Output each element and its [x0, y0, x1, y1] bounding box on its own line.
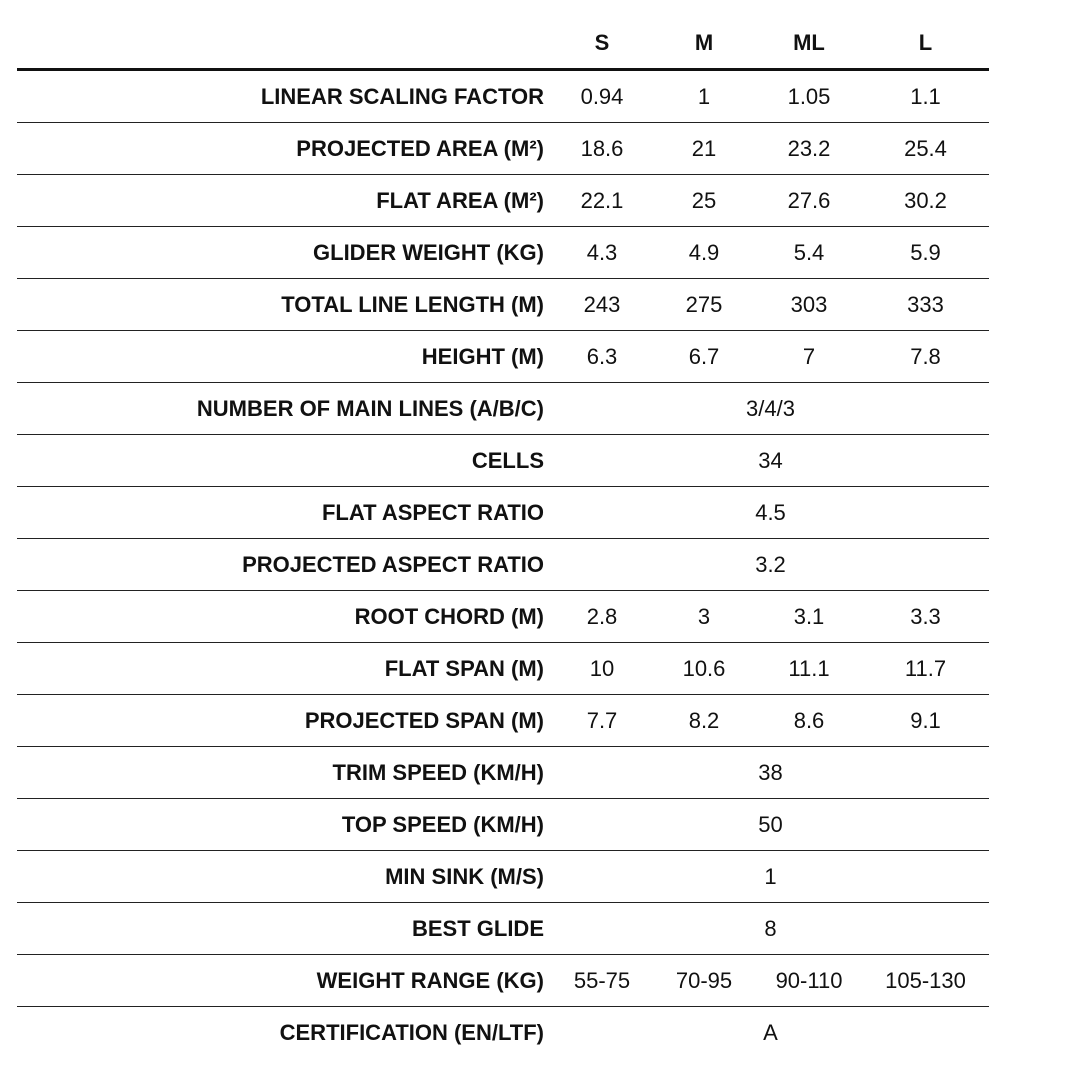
cell-value: 25.4 [862, 123, 989, 175]
table-row [17, 955, 989, 1007]
table-row [17, 435, 989, 487]
cell-value: 6.3 [552, 331, 652, 383]
table-row [17, 227, 989, 279]
cell-value: 2.8 [552, 591, 652, 643]
cell-value: 1 [652, 70, 756, 123]
table-row [17, 539, 989, 591]
cell-value: 22.1 [552, 175, 652, 227]
table-row [17, 747, 989, 799]
cell-value: 7.7 [552, 695, 652, 747]
table-row [17, 799, 989, 851]
cell-value: 303 [756, 279, 862, 331]
row-label: BEST GLIDE [17, 903, 552, 955]
cell-value: 0.94 [552, 70, 652, 123]
cell-value: 1.1 [862, 70, 989, 123]
cell-value: 5.9 [862, 227, 989, 279]
table-row [17, 643, 989, 695]
cell-value: 30.2 [862, 175, 989, 227]
cell-value-shared: 50 [552, 799, 989, 851]
table-row [17, 591, 989, 643]
row-label: FLAT AREA (M²) [17, 175, 552, 227]
cell-value: 21 [652, 123, 756, 175]
table-header-row [17, 18, 989, 70]
row-label: PROJECTED ASPECT RATIO [17, 539, 552, 591]
cell-value: 70-95 [652, 955, 756, 1007]
cell-value: 3 [652, 591, 756, 643]
row-label: FLAT SPAN (M) [17, 643, 552, 695]
header-size-s: S [552, 18, 652, 70]
table-row [17, 70, 989, 123]
row-label: CELLS [17, 435, 552, 487]
table-row [17, 331, 989, 383]
header-size-ml: ML [756, 18, 862, 70]
cell-value: 4.3 [552, 227, 652, 279]
row-label: CERTIFICATION (EN/LTF) [279, 1019, 544, 1045]
header-size-l: L [862, 18, 989, 70]
row-label: PROJECTED AREA (M²) [17, 123, 552, 175]
table-body [17, 70, 989, 1059]
cell-value-shared: 1 [552, 851, 989, 903]
row-label: HEIGHT (M) [17, 331, 552, 383]
cell-value-shared: 4.5 [552, 487, 989, 539]
cell-value: 275 [652, 279, 756, 331]
cell-value: 25 [652, 175, 756, 227]
row-label: NUMBER OF MAIN LINES (A/B/C) [17, 383, 552, 435]
cell-value: 11.7 [862, 643, 989, 695]
cell-value: 8.6 [756, 695, 862, 747]
table-row [17, 695, 989, 747]
cell-value: 27.6 [756, 175, 862, 227]
spec-table [17, 18, 989, 1058]
cell-value: 3.1 [756, 591, 862, 643]
cell-value: 7 [756, 331, 862, 383]
table-row [17, 123, 989, 175]
cell-value: 6.7 [652, 331, 756, 383]
cell-value: 3.3 [862, 591, 989, 643]
cell-value: 105-130 [862, 955, 989, 1007]
cell-value-shared: 3/4/3 [552, 383, 989, 435]
table-row [17, 487, 989, 539]
table-row [17, 851, 989, 903]
cell-value: 333 [862, 279, 989, 331]
table-row [17, 383, 989, 435]
row-label: ROOT CHORD (M) [17, 591, 552, 643]
cell-value-shared: A [763, 1019, 778, 1045]
cell-value-shared: 34 [552, 435, 989, 487]
table-row [17, 279, 989, 331]
row-label: TRIM SPEED (KM/H) [17, 747, 552, 799]
cell-value: 5.4 [756, 227, 862, 279]
row-label: TOP SPEED (KM/H) [17, 799, 552, 851]
cell-value: 7.8 [862, 331, 989, 383]
cell-value-shared: 38 [552, 747, 989, 799]
row-label: GLIDER WEIGHT (KG) [17, 227, 552, 279]
cell-value: 10 [552, 643, 652, 695]
row-label: LINEAR SCALING FACTOR [17, 70, 552, 123]
cell-value: 11.1 [756, 643, 862, 695]
table-row [17, 175, 989, 227]
header-size-m: M [652, 18, 756, 70]
cell-value: 18.6 [552, 123, 652, 175]
row-label: PROJECTED SPAN (M) [17, 695, 552, 747]
cell-value: 9.1 [862, 695, 989, 747]
cell-value: 23.2 [756, 123, 862, 175]
row-label: TOTAL LINE LENGTH (M) [17, 279, 552, 331]
table-row [17, 1007, 989, 1059]
header-label-cell [17, 18, 552, 70]
table-row [17, 903, 989, 955]
cell-value: 243 [552, 279, 652, 331]
cell-value-shared: 8 [552, 903, 989, 955]
cell-value: 10.6 [652, 643, 756, 695]
cell-value: 90-110 [756, 955, 862, 1007]
row-label: WEIGHT RANGE (KG) [17, 955, 552, 1007]
cell-value: 8.2 [652, 695, 756, 747]
cell-value: 4.9 [652, 227, 756, 279]
cell-value: 1.05 [756, 70, 862, 123]
row-label: MIN SINK (M/S) [17, 851, 552, 903]
cell-value: 55-75 [552, 955, 652, 1007]
cell-value-shared: 3.2 [552, 539, 989, 591]
row-label: FLAT ASPECT RATIO [17, 487, 552, 539]
